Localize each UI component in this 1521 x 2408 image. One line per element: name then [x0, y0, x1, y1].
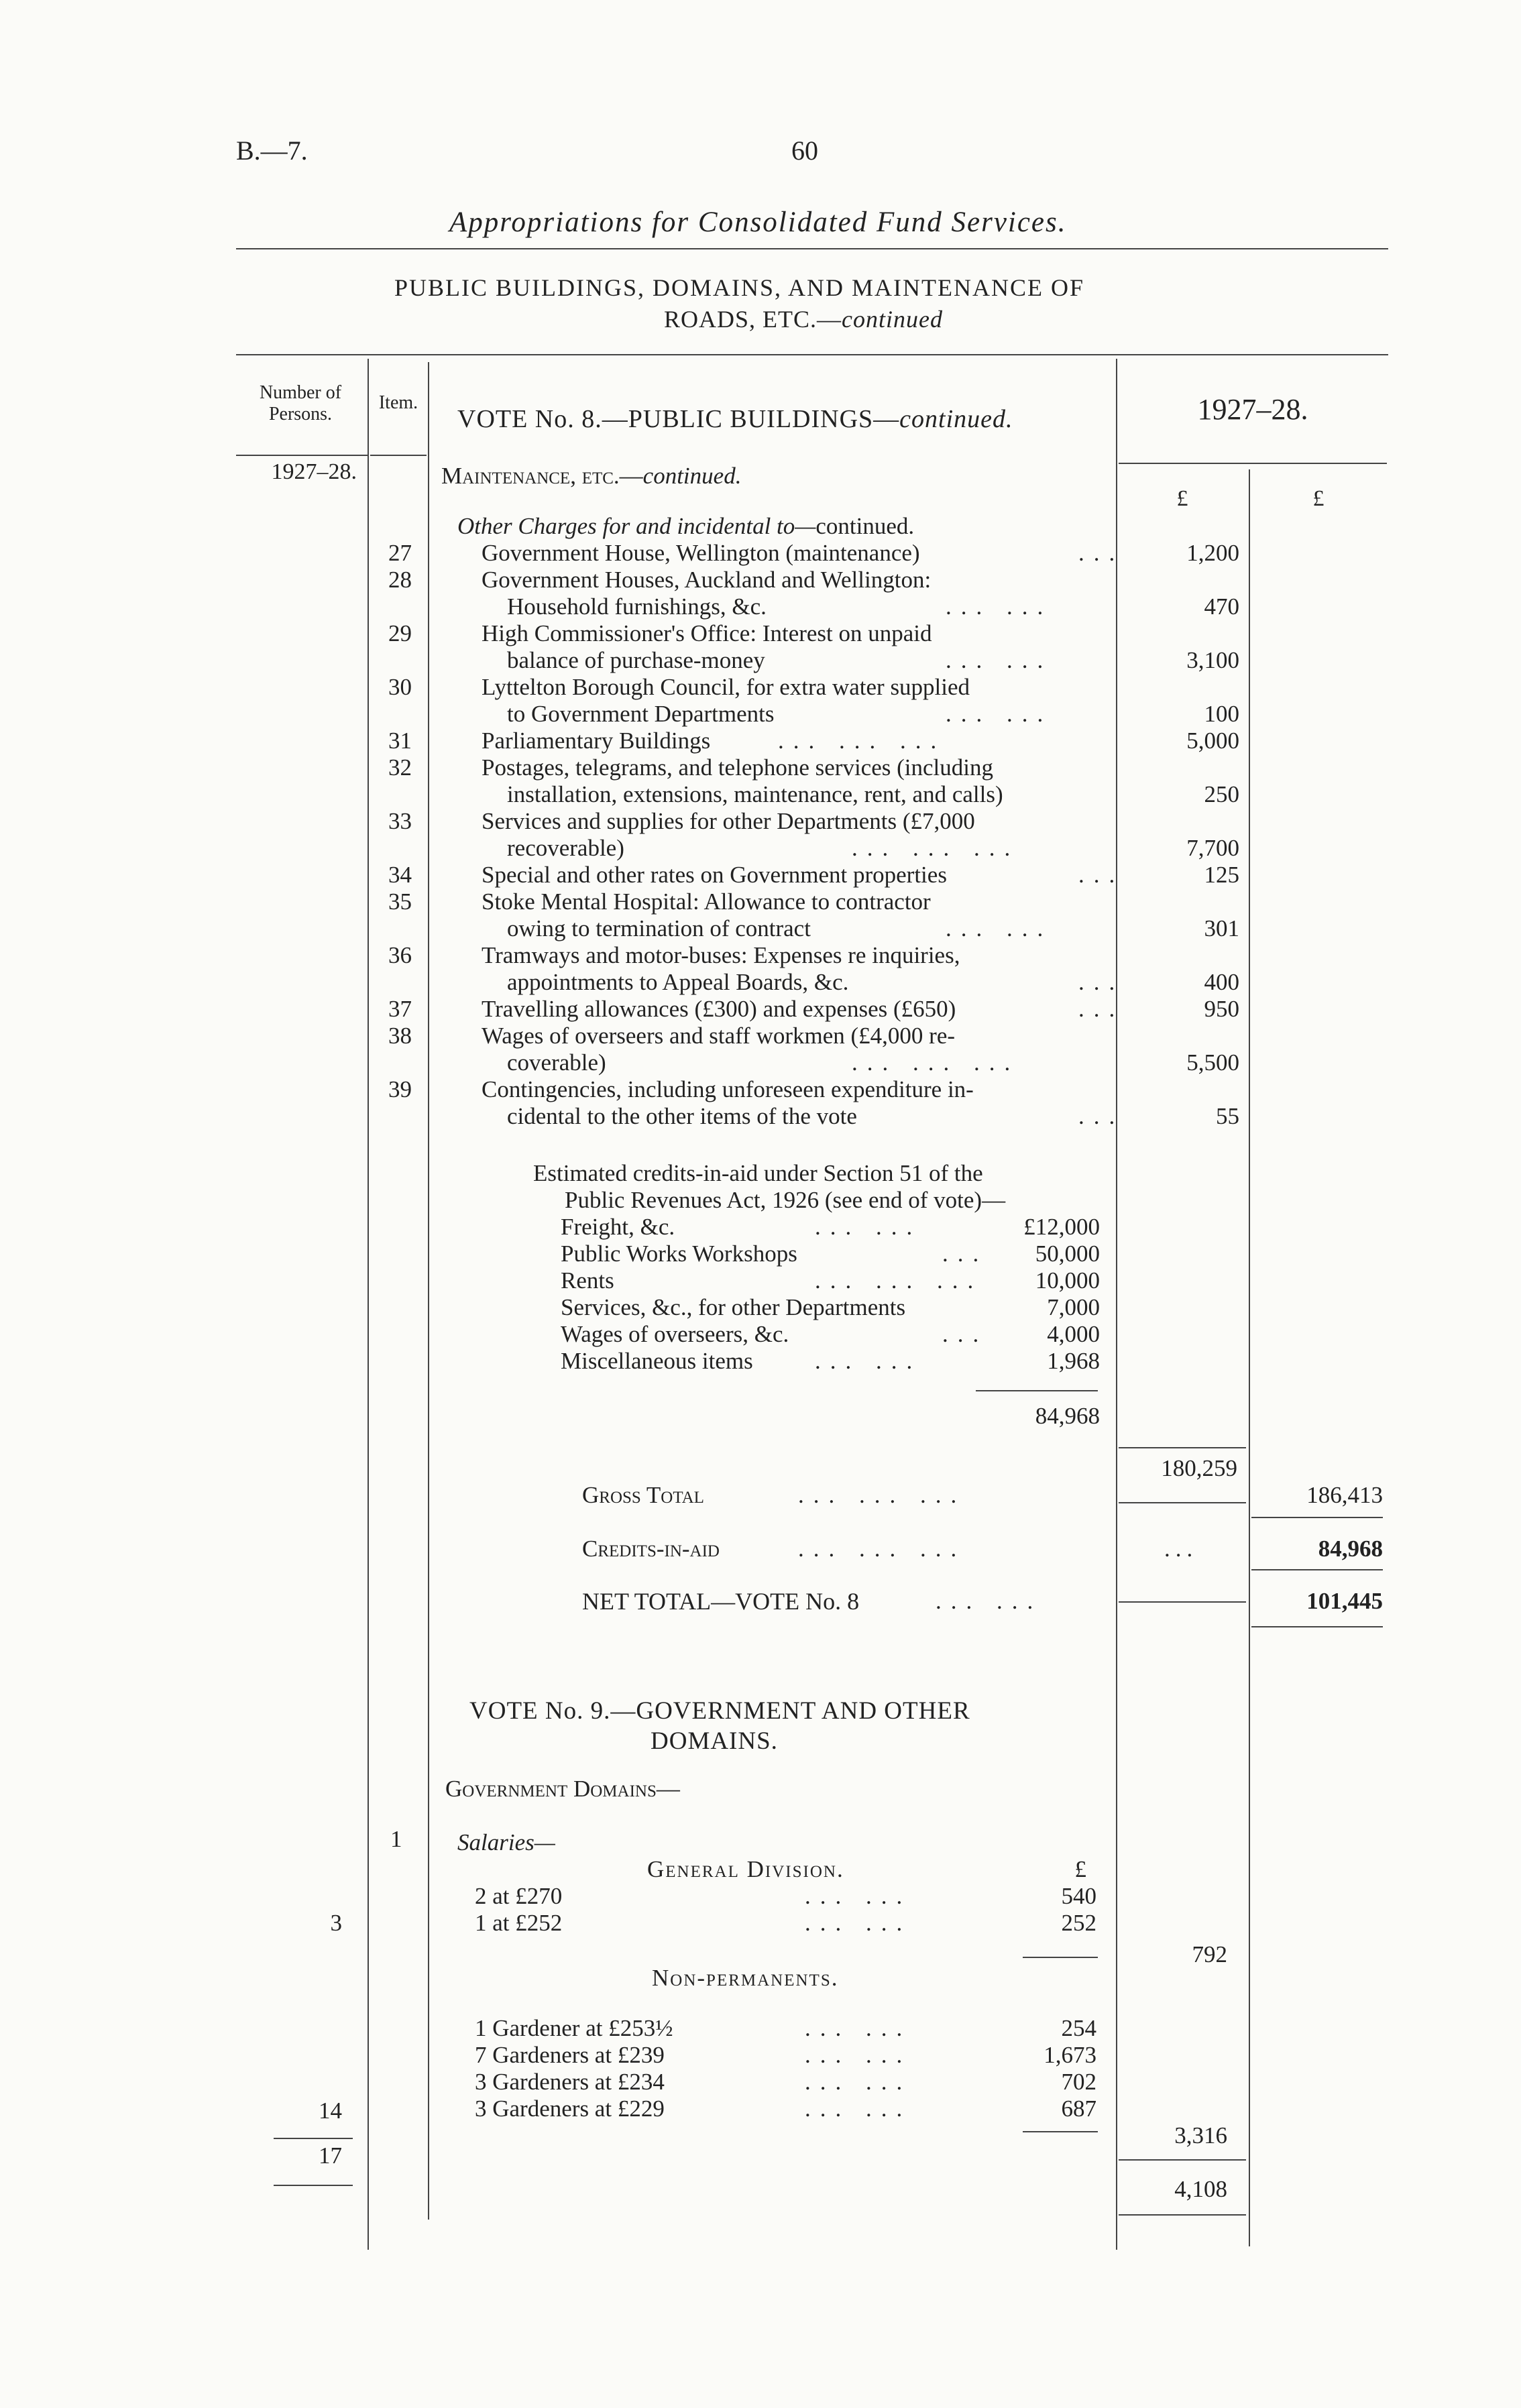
item-number: 27 — [388, 540, 412, 566]
item-number: 37 — [388, 996, 412, 1022]
credits-in-aid-dots: ... ... ... — [798, 1536, 966, 1562]
credit-label: Services, &c., for other Departments — [561, 1294, 906, 1320]
year-rule — [1119, 463, 1387, 464]
item-description: Special and other rates on Government properties — [482, 862, 947, 888]
credit-amount: 7,000 — [1047, 1294, 1100, 1320]
credit-amount: 50,000 — [1035, 1241, 1100, 1267]
item-number: 29 — [388, 620, 412, 646]
credits-intro-line2: Public Revenues Act, 1926 (see end of vote)— — [565, 1187, 1006, 1213]
item-description-continued: owing to termination of contract — [507, 915, 811, 941]
persons-total-rule-top — [274, 2138, 353, 2139]
page-number: 60 — [791, 135, 818, 166]
net-total-rule-mid — [1119, 1601, 1246, 1603]
item-description: High Commissioner's Office: Interest on unpaid — [482, 620, 932, 646]
net-total-value: 101,445 — [1306, 1588, 1383, 1614]
total-persons: 17 — [319, 2142, 342, 2169]
item-leader-dots: ... — [1078, 540, 1125, 566]
item-amount: 400 — [1204, 969, 1239, 995]
item-number: 30 — [388, 674, 412, 700]
item-amount: 1,200 — [1186, 540, 1239, 566]
item-number: 36 — [388, 942, 412, 968]
persons-year-label: 1927–28. — [271, 459, 357, 484]
credit-amount: 1,968 — [1047, 1348, 1100, 1374]
non-permanent-rule — [1023, 2131, 1098, 2132]
item-number: 31 — [388, 728, 412, 754]
salary-row-dots: ... ... — [805, 1883, 912, 1909]
credit-label: Miscellaneous items — [561, 1348, 753, 1374]
credit-label: Public Works Workshops — [561, 1241, 797, 1267]
item-leader-dots: ... — [1078, 996, 1125, 1022]
item-description: Wages of overseers and staff workmen (£4,000 re- — [482, 1023, 956, 1049]
pound-sign-column-2: £ — [1312, 486, 1325, 511]
credit-dots: ... ... — [815, 1214, 922, 1240]
column-header-persons: Number of Persons. — [259, 382, 342, 424]
item-amount: 301 — [1204, 915, 1239, 941]
item-description: Lyttelton Borough Council, for extra water supplied — [482, 674, 970, 700]
credit-dots: ... ... ... — [815, 1267, 983, 1294]
item-leader-dots: ... ... ... — [852, 1049, 1020, 1076]
section-heading-line1: PUBLIC BUILDINGS, DOMAINS, AND MAINTENANCE OF — [394, 274, 1085, 301]
government-domains-heading: Government Domains— — [445, 1776, 680, 1802]
gross-total-value: 186,413 — [1306, 1482, 1383, 1508]
item-amount: 55 — [1216, 1103, 1239, 1129]
subtotal-rule-top — [1119, 1447, 1246, 1448]
credit-label: Rents — [561, 1267, 614, 1294]
gardener-row-amount: 1,673 — [1044, 2042, 1096, 2068]
persons-total-rule-bottom — [274, 2185, 353, 2186]
credits-in-aid-row: Credits-in-aid — [582, 1536, 720, 1562]
item-leader-dots: ... ... ... — [852, 835, 1020, 861]
item-leader-dots: ... — [1078, 862, 1125, 888]
item-amount: 3,100 — [1186, 647, 1239, 673]
gardener-row-dots: ... ... — [805, 2015, 912, 2041]
salaries-heading: Salaries— — [457, 1829, 555, 1855]
salary-row-dots: ... ... — [805, 1910, 912, 1936]
item-description: Contingencies, including unforeseen expenditure in- — [482, 1076, 974, 1102]
item-leader-dots: ... — [1078, 969, 1125, 995]
non-permanents-heading: Non-permanents. — [652, 1965, 839, 1991]
gross-total-dots: ... ... ... — [798, 1482, 966, 1508]
item-description-continued: recoverable) — [507, 835, 624, 861]
item-description-continued: appointments to Appeal Boards, &c. — [507, 969, 849, 995]
column-header-vote8: VOTE No. 8.—PUBLIC BUILDINGS—continued. — [457, 405, 1013, 433]
item-description: Government House, Wellington (maintenance) — [482, 540, 920, 566]
item-description: Tramways and motor-buses: Expenses re inquiries, — [482, 942, 960, 968]
vote9-item-number: 1 — [390, 1826, 402, 1852]
item-description: Travelling allowances (£300) and expenses (£650) — [482, 996, 956, 1022]
gardener-row-dots: ... ... — [805, 2069, 912, 2095]
non-permanent-persons: 14 — [319, 2098, 342, 2124]
item-description-continued: coverable) — [507, 1049, 606, 1076]
vote9-pound-sign: £ — [1074, 1856, 1086, 1882]
vote9-total-rule-top — [1119, 2159, 1246, 2161]
credit-dots: ... — [942, 1321, 989, 1347]
item-leader-dots: ... ... ... — [778, 728, 946, 754]
amount-column-divider-2 — [1249, 469, 1250, 2246]
general-division-persons: 3 — [330, 1910, 342, 1936]
item-leader-dots: ... ... — [946, 915, 1053, 941]
section-heading-line2: ROADS, ETC.—continued — [664, 306, 943, 333]
other-charges-subheading: Other Charges for and incidental to—continued. — [457, 513, 915, 539]
item-description: Parliamentary Buildings — [482, 728, 711, 754]
title-rule — [236, 248, 1388, 249]
salary-row-amount: 252 — [1061, 1910, 1096, 1936]
item-amount: 125 — [1204, 862, 1239, 888]
item-description-continued: balance of purchase-money — [507, 647, 765, 673]
page-title: Appropriations for Consolidated Fund Services. — [449, 207, 1067, 238]
credits-in-aid-value: 84,968 — [1318, 1536, 1383, 1562]
gardener-row-amount: 687 — [1061, 2096, 1096, 2122]
credit-label: Wages of overseers, &c. — [561, 1321, 789, 1347]
item-description: Postages, telegrams, and telephone services (including — [482, 754, 993, 781]
vote9-title-line1: VOTE No. 9.—GOVERNMENT AND OTHER — [469, 1697, 970, 1725]
item-amount: 5,500 — [1186, 1049, 1239, 1076]
vote9-total-rule-bottom — [1119, 2214, 1246, 2216]
credit-amount: 10,000 — [1035, 1267, 1100, 1294]
gardener-row-dots: ... ... — [805, 2042, 912, 2068]
gardener-row-dots: ... ... — [805, 2096, 912, 2122]
credit-amount: £12,000 — [1023, 1214, 1100, 1240]
item-description-continued: installation, extensions, maintenance, rent, and calls) — [507, 781, 1003, 807]
item-year-rule — [370, 455, 427, 456]
item-amount: 950 — [1204, 996, 1239, 1022]
item-number: 33 — [388, 808, 412, 834]
credits-in-aid-rule — [1251, 1569, 1383, 1570]
vote9-title-line2: DOMAINS. — [651, 1727, 778, 1755]
credit-dots: ... ... — [815, 1348, 922, 1374]
persons-column-divider — [368, 359, 369, 2250]
gardener-row-amount: 254 — [1061, 2015, 1096, 2041]
item-description: Services and supplies for other Departments (£7,000 — [482, 808, 975, 834]
credit-label: Freight, &c. — [561, 1214, 675, 1240]
column-header-year: 1927–28. — [1197, 393, 1308, 426]
item-description: Stoke Mental Hospital: Allowance to contractor — [482, 888, 931, 915]
item-amount: 7,700 — [1186, 835, 1239, 861]
column-header-item: Item. — [378, 392, 418, 413]
item-description: Government Houses, Auckland and Wellington: — [482, 567, 932, 593]
item-description-continued: cidental to the other items of the vote — [507, 1103, 857, 1129]
item-column-divider — [428, 362, 429, 2220]
credits-total-rule — [976, 1390, 1098, 1391]
credit-dots: ... — [942, 1241, 989, 1267]
salary-row-amount: 540 — [1061, 1883, 1096, 1909]
item-number: 39 — [388, 1076, 412, 1102]
credits-total: 84,968 — [1035, 1403, 1100, 1429]
item-leader-dots: ... ... — [946, 701, 1053, 727]
salary-row-label: 2 at £270 — [475, 1883, 563, 1909]
net-total-rule — [1251, 1626, 1383, 1627]
general-division-rule — [1023, 1957, 1098, 1958]
item-description-continued: to Government Departments — [507, 701, 775, 727]
item-number: 35 — [388, 888, 412, 915]
credits-in-aid-mid-dots: ... — [1164, 1536, 1198, 1562]
general-division-heading: General Division. — [647, 1856, 844, 1882]
vote9-total: 4,108 — [1174, 2176, 1227, 2202]
item-leader-dots: ... ... — [946, 647, 1053, 673]
net-total-row: NET TOTAL—VOTE No. 8 — [582, 1588, 860, 1615]
non-permanent-total: 3,316 — [1174, 2122, 1227, 2148]
subtotal-rule-bottom — [1119, 1502, 1246, 1503]
item-description-continued: Household furnishings, &c. — [507, 593, 767, 620]
report-reference: B.—7. — [236, 135, 308, 166]
maintenance-subheading: Maintenance, etc.—continued. — [441, 463, 742, 489]
item-number: 38 — [388, 1023, 412, 1049]
credit-amount: 4,000 — [1047, 1321, 1100, 1347]
salary-row-label: 1 at £252 — [475, 1910, 563, 1936]
net-total-dots: ... ... — [936, 1588, 1043, 1614]
general-division-total: 792 — [1192, 1941, 1227, 1967]
gardener-row-label: 3 Gardeners at £234 — [475, 2069, 665, 2095]
header-rule — [236, 354, 1388, 355]
item-amount: 250 — [1204, 781, 1239, 807]
item-amount: 100 — [1204, 701, 1239, 727]
item-leader-dots: ... ... — [946, 593, 1053, 620]
gross-total-rule — [1251, 1517, 1383, 1518]
item-amount: 5,000 — [1186, 728, 1239, 754]
item-leader-dots: ... — [1078, 1103, 1125, 1129]
pound-sign-column-1: £ — [1176, 486, 1188, 511]
credits-intro-line1: Estimated credits-in-aid under Section 51 of the — [533, 1160, 983, 1186]
item-number: 34 — [388, 862, 412, 888]
gardener-row-amount: 702 — [1061, 2069, 1096, 2095]
item-amount: 470 — [1204, 593, 1239, 620]
persons-year-rule — [236, 455, 368, 456]
gross-total-row: Gross Total — [582, 1482, 704, 1508]
gardener-row-label: 7 Gardeners at £239 — [475, 2042, 665, 2068]
item-number: 32 — [388, 754, 412, 781]
gardener-row-label: 1 Gardener at £253½ — [475, 2015, 673, 2041]
gardener-row-label: 3 Gardeners at £229 — [475, 2096, 665, 2122]
item-number: 28 — [388, 567, 412, 593]
vote8-subtotal: 180,259 — [1161, 1455, 1237, 1481]
